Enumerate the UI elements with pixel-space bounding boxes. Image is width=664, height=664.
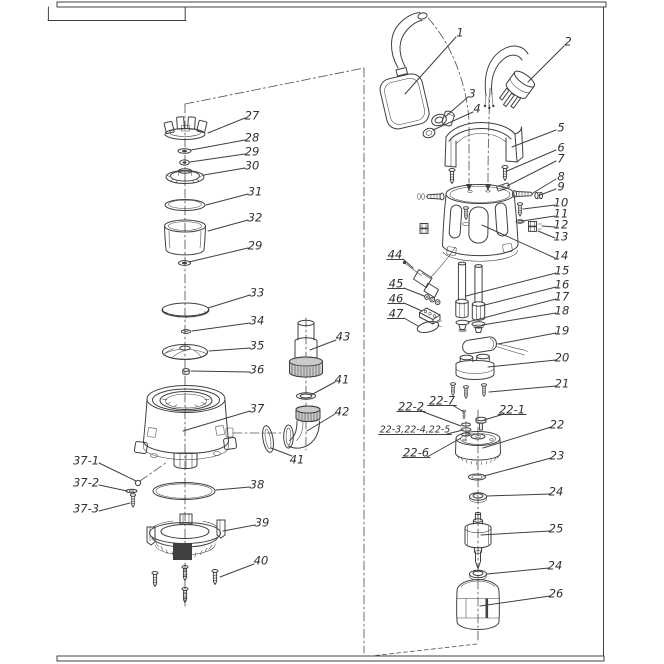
leader-line-24 (487, 494, 550, 496)
leader-line-19 (498, 333, 556, 344)
leader-line-35 (209, 348, 250, 351)
part-15-16-bolts (456, 262, 485, 320)
part-37-pump-housing (134, 386, 237, 469)
leader-line-24 (487, 568, 549, 574)
part-label-9: 9 (557, 179, 565, 194)
leader-line-15 (466, 273, 556, 296)
part-1-float-switch (378, 12, 431, 131)
part-label-43: 43 (335, 329, 351, 344)
leader-line-13 (538, 231, 555, 238)
part-label-29: 29 (247, 238, 263, 253)
part-label-24: 24 (548, 484, 564, 499)
leader-line-30 (204, 168, 245, 175)
leader-line-37 (183, 411, 250, 431)
part-label-11: 11 (553, 206, 569, 221)
part-label-21: 21 (554, 376, 570, 391)
leader-line-47 (404, 318, 418, 326)
leader-line-46 (404, 303, 422, 311)
part-label-7: 7 (557, 151, 565, 166)
part-label-12: 12 (553, 217, 569, 232)
part-label-38: 38 (249, 477, 265, 492)
leader-line-11 (522, 216, 555, 221)
leader-line-31 (206, 194, 248, 205)
part-21-screws (450, 383, 486, 399)
part-38-o-ring (153, 483, 215, 500)
part-label-22-6: 22-6 (402, 445, 430, 460)
part-23-washer (469, 474, 486, 480)
page-gap-bottom (57, 656, 604, 661)
leader-line-37-3 (99, 503, 130, 511)
part-36-nut (183, 369, 189, 375)
part-label-1: 1 (456, 25, 464, 40)
part-label-22: 22 (549, 417, 565, 432)
part-label-23: 23 (549, 448, 565, 463)
part-label-34: 34 (249, 313, 265, 328)
leader-line-39 (223, 525, 255, 531)
leader-line-43 (310, 340, 336, 350)
part-label-24: 24 (547, 558, 563, 573)
part-label-37: 37 (249, 401, 265, 416)
part-39-suction-base (147, 514, 225, 560)
part-label-46: 46 (388, 291, 404, 306)
part-label-20: 20 (554, 350, 570, 365)
right-assembly (378, 12, 543, 630)
leader-line-34 (192, 323, 250, 331)
part-label-22-2: 22-2 (397, 399, 425, 414)
part-12-13-square-nuts (420, 222, 542, 234)
part-label-22-7: 22-7 (428, 393, 456, 408)
leader-line-18 (482, 313, 556, 325)
part-label-3: 3 (468, 86, 476, 101)
sheet-frame (48, 2, 606, 661)
leader-line-33 (208, 295, 250, 308)
leader-line-28 (191, 140, 245, 150)
part-label-44: 44 (387, 247, 403, 262)
leader-line-27 (208, 118, 245, 133)
part-label-33: 33 (249, 285, 265, 300)
leader-line-40 (220, 564, 254, 577)
leader-line-41 (311, 382, 335, 395)
part-47-wire-loop (416, 319, 441, 334)
part-label-5: 5 (557, 120, 565, 135)
leader-line-6 (507, 150, 556, 171)
leader-line-29 (189, 248, 248, 262)
part-27-impeller-cover (164, 117, 207, 140)
part-label-36: 36 (249, 362, 265, 377)
part-label-41: 41 (334, 372, 350, 387)
labels-layer (73, 26, 572, 607)
part-label-13: 13 (553, 229, 569, 244)
part-6-screws (449, 166, 508, 184)
leader-line-26 (480, 596, 550, 606)
part-34-washer (181, 330, 190, 334)
leader-line-36 (191, 371, 250, 372)
leader-line-32 (208, 220, 248, 231)
part-19-capacitor (462, 336, 528, 355)
center-lines (140, 18, 491, 656)
leader-line-7 (507, 161, 556, 186)
part-29-washer-lower (179, 261, 191, 266)
part-label-37-2: 37-2 (72, 475, 100, 490)
part-17-18-washers-nuts (456, 320, 485, 332)
part-label-32: 32 (247, 210, 263, 225)
part-label-29: 29 (244, 144, 260, 159)
part-label-27: 27 (244, 108, 260, 123)
leader-line-9 (540, 189, 556, 195)
leader-line-21 (489, 386, 556, 392)
part-label-4: 4 (473, 101, 481, 116)
part-label-6: 6 (557, 140, 565, 155)
part-42-elbow-fitting (284, 406, 320, 448)
left-assembly (126, 117, 237, 603)
part-10-screw (517, 203, 522, 217)
part-label-25: 25 (548, 521, 564, 536)
leader-line-29 (190, 154, 245, 162)
part-label-18: 18 (554, 303, 570, 318)
part-label-15: 15 (554, 263, 570, 278)
part-label-42: 42 (334, 404, 350, 419)
leader-line-8 (533, 179, 556, 193)
part-label-19: 19 (554, 323, 570, 338)
part-label-40: 40 (253, 553, 269, 568)
part-label-39: 39 (254, 515, 270, 530)
part-33-plate (162, 303, 209, 318)
leader-line-20 (488, 360, 556, 367)
part-label-37-3: 37-3 (72, 501, 100, 516)
leader-line-1 (405, 37, 456, 94)
part-label-47: 47 (388, 306, 404, 321)
part-5-handle (445, 123, 523, 168)
part-label-17: 17 (554, 289, 570, 304)
part-label-22-3,22-4,22-5: 22-3,22-4,22-5 (379, 424, 451, 436)
part-label-37-1: 37-1 (72, 453, 100, 468)
part-9-spacer (535, 192, 543, 198)
leader-line-2 (528, 46, 564, 82)
part-label-10: 10 (553, 195, 569, 210)
part-label-45: 45 (388, 276, 404, 291)
part-2-power-plug (484, 46, 537, 113)
leader-line-3 (445, 97, 468, 117)
part-label-8: 8 (557, 169, 565, 184)
part-label-22-1: 22-1 (498, 402, 526, 417)
part-11-washer (516, 220, 524, 223)
leader-line-16 (481, 287, 556, 306)
title-block-corner (48, 7, 186, 21)
part-label-26: 26 (548, 586, 564, 601)
part-label-16: 16 (554, 277, 570, 292)
part-label-14: 14 (553, 248, 569, 263)
part-28-washer (178, 149, 191, 154)
part-44-cable-clamp (403, 248, 456, 298)
part-37-2-washer (126, 489, 137, 493)
part-4-clip (422, 111, 455, 139)
part-label-30: 30 (244, 158, 260, 173)
part-label-31: 31 (247, 184, 263, 199)
leader-line-38 (216, 487, 250, 490)
part-8-screw-horizontal (418, 191, 533, 200)
part-29-ring (180, 160, 190, 165)
leader-line-14 (482, 225, 555, 258)
part-label-2: 2 (564, 34, 572, 49)
leader-line-37-1 (99, 463, 136, 481)
part-label-41: 41 (289, 452, 305, 467)
leader-line-10 (523, 205, 555, 209)
leader-line-45 (404, 288, 424, 296)
leader-line-22 (483, 427, 551, 448)
part-label-28: 28 (244, 130, 260, 145)
leader-line-23 (484, 458, 551, 476)
page-gap-top (57, 2, 606, 7)
part-label-35: 35 (249, 338, 265, 353)
part-37-3-screw (130, 494, 135, 508)
leader-line-17 (468, 299, 556, 322)
leader-line-37-2 (99, 485, 127, 491)
